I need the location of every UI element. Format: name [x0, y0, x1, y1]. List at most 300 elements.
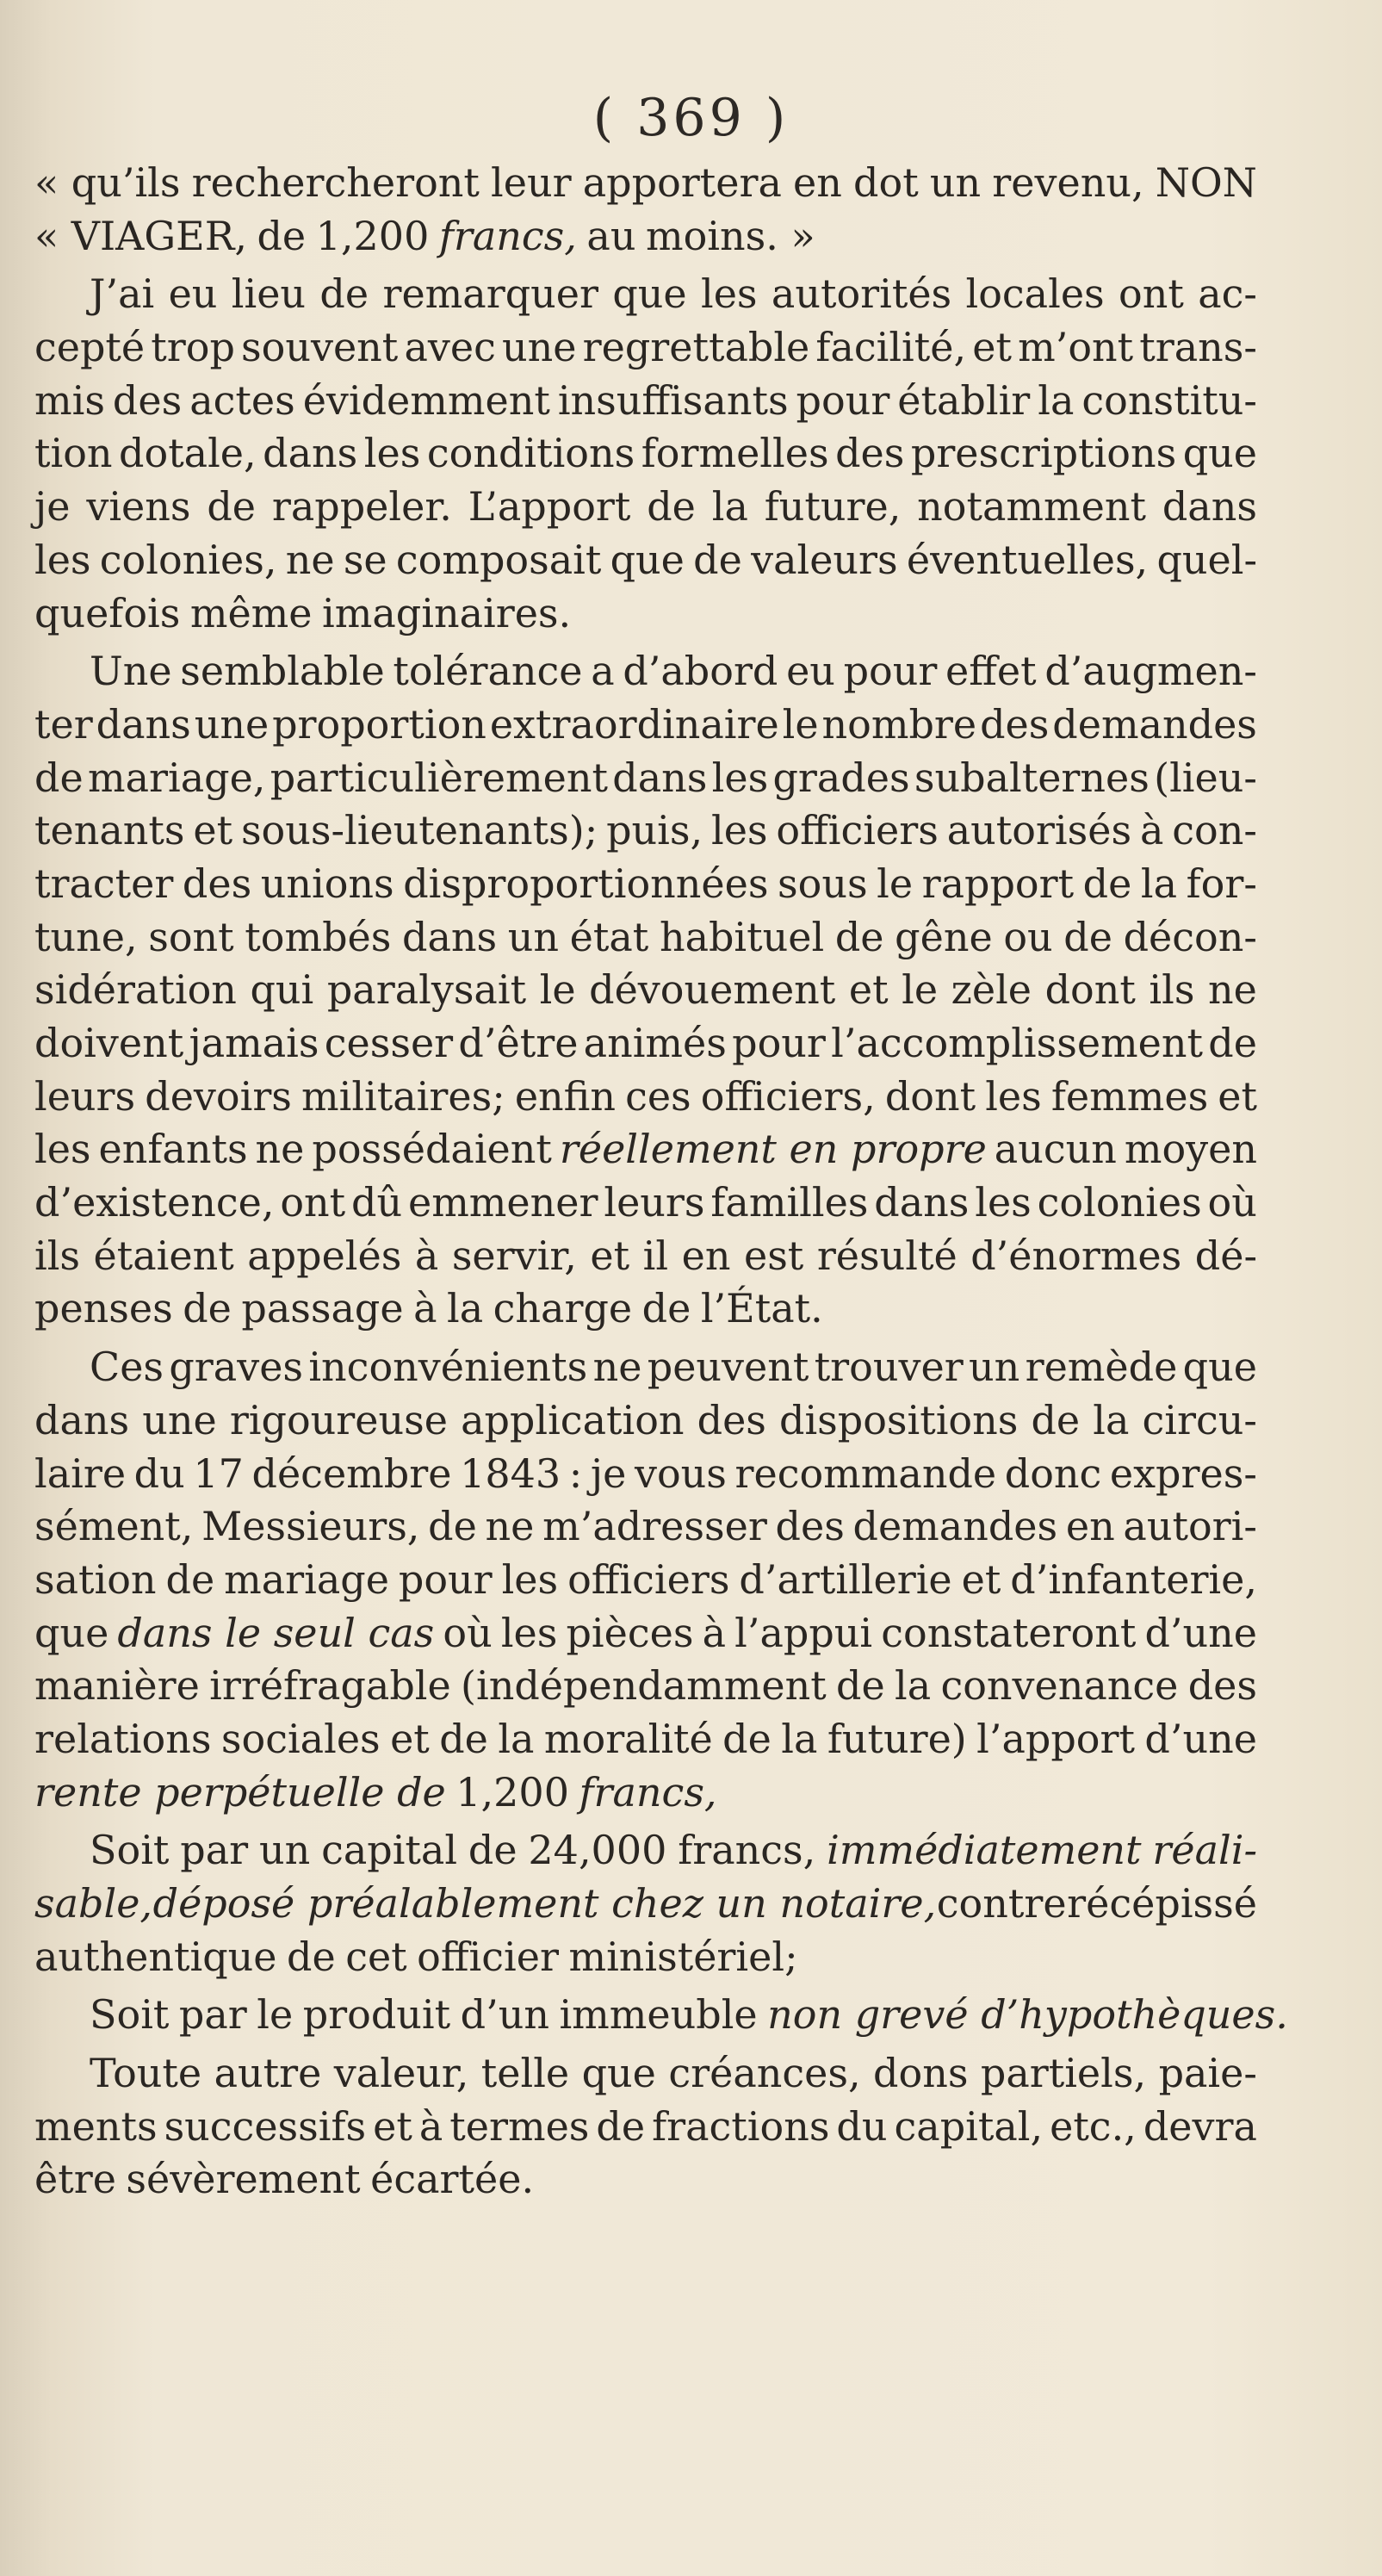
text-line	[34, 1878, 1257, 1931]
text-line	[34, 534, 1257, 587]
text-line	[34, 375, 1257, 428]
word: sément,	[34, 1503, 194, 1550]
text-line	[34, 1230, 1257, 1283]
word: pièces	[566, 1609, 694, 1656]
word: ils	[1149, 966, 1195, 1014]
word: le	[539, 966, 576, 1014]
paragraph	[34, 2047, 1257, 2207]
text-line	[34, 427, 1257, 481]
word: tenants	[34, 807, 185, 854]
word: capital,	[894, 2102, 1044, 2150]
word: demandes	[852, 1503, 1058, 1550]
text-line	[34, 698, 1257, 752]
word: termes	[449, 2102, 590, 2150]
word: que	[610, 536, 685, 583]
word: irréfragable	[209, 1662, 451, 1710]
word: sévèrement	[126, 2156, 361, 2203]
word: doivent	[34, 1020, 184, 1066]
word: des	[182, 860, 252, 907]
word: recommande	[734, 1449, 997, 1497]
word: pour	[398, 1555, 493, 1603]
word: produit	[302, 1991, 451, 2039]
word: dans	[34, 1396, 130, 1443]
word: où	[443, 1609, 493, 1656]
text-line	[34, 1607, 1257, 1660]
word: en	[681, 1232, 731, 1279]
word: habituel	[659, 913, 825, 960]
word: paie-	[1158, 2050, 1257, 2097]
word: aucun	[994, 1126, 1117, 1173]
word: valeur,	[333, 2050, 469, 2097]
word: jamais	[189, 1020, 319, 1066]
word: animés	[583, 1020, 727, 1066]
word: autre	[214, 2050, 322, 2097]
word: récépissé	[1067, 1880, 1257, 1927]
word: locales	[965, 270, 1105, 318]
word: quefois	[34, 589, 181, 636]
word: ne	[285, 536, 335, 583]
word: dans	[96, 700, 191, 748]
word: sociales	[220, 1715, 381, 1762]
word: formelles	[641, 430, 829, 477]
word: notamment	[917, 483, 1146, 531]
word: emmener	[407, 1179, 598, 1226]
word: et	[590, 1232, 630, 1279]
word: partiels,	[980, 2050, 1147, 2097]
word: rigoureuse	[229, 1396, 448, 1443]
word: de	[319, 270, 369, 318]
word: des	[775, 1503, 845, 1550]
word: la	[1093, 1396, 1130, 1443]
word: vous	[634, 1449, 727, 1497]
word: mariage	[224, 1555, 389, 1603]
word: état	[569, 913, 649, 960]
word: trop	[151, 324, 235, 371]
word: immeuble	[559, 1991, 758, 2039]
word: dons	[873, 2050, 969, 2097]
word: rechercheront	[191, 159, 480, 206]
text-line	[34, 1017, 1257, 1071]
word: possédaient	[312, 1126, 552, 1173]
word: actes	[189, 376, 295, 424]
word: autori-	[1123, 1503, 1257, 1550]
word: officier	[417, 1933, 559, 1980]
word: écartée.	[370, 2156, 535, 2203]
word: d’énormes	[970, 1232, 1182, 1279]
word: telle	[480, 2050, 570, 2097]
word: étaient	[93, 1232, 234, 1279]
word: ne	[592, 1344, 642, 1391]
word: les	[363, 430, 421, 477]
word: successifs	[164, 2102, 367, 2150]
word: tracter	[34, 860, 174, 907]
word: fractions	[652, 2102, 830, 2150]
word: réellement en propre	[559, 1126, 987, 1173]
word: est	[743, 1232, 804, 1279]
word: résulté	[816, 1232, 957, 1279]
paragraph	[34, 1989, 1288, 2042]
word: leur	[491, 159, 572, 206]
text-line	[34, 2047, 1257, 2101]
word: rapport	[921, 860, 1075, 907]
word: devoirs	[145, 1072, 292, 1120]
word: dispositions	[779, 1396, 1019, 1443]
word: zèle	[951, 966, 1032, 1014]
text-line	[34, 1282, 1257, 1336]
word: proportion	[272, 700, 486, 748]
text-line	[34, 157, 1257, 210]
text-line	[34, 210, 1257, 264]
word: familles	[710, 1179, 869, 1226]
word: des	[112, 376, 183, 424]
text-line	[34, 268, 1257, 321]
word: dont	[884, 1072, 976, 1120]
text-line	[34, 1713, 1257, 1766]
word: Soit	[90, 1827, 170, 1874]
word: de	[647, 483, 696, 531]
word: de	[468, 1827, 517, 1874]
text-line	[34, 752, 1257, 805]
word: demandes	[1052, 700, 1257, 748]
word: 1,200	[315, 212, 430, 259]
word: 1,200	[456, 1768, 569, 1816]
word: ne	[255, 1126, 305, 1173]
word: cet	[345, 1933, 407, 1980]
word: sont	[148, 913, 234, 960]
text-line	[34, 587, 1257, 641]
word: un	[507, 913, 560, 960]
word: un	[258, 1827, 311, 1874]
paragraph	[34, 1341, 1257, 1819]
text-line	[34, 911, 1257, 965]
word: constateront	[881, 1609, 1137, 1656]
word: à	[418, 2102, 443, 2150]
word: évidemment	[302, 376, 550, 424]
word: tombés	[245, 913, 392, 960]
word: francs,	[579, 1768, 717, 1816]
word: en	[1065, 1503, 1115, 1550]
text-line	[34, 1176, 1257, 1230]
word: remède	[1025, 1344, 1178, 1391]
word: ont	[1119, 270, 1184, 318]
word: trouver	[814, 1344, 964, 1391]
word: la	[1038, 376, 1075, 424]
word: de	[693, 536, 742, 583]
word: remarquer	[382, 270, 598, 318]
word: de	[596, 2102, 646, 2150]
word: militaires;	[301, 1072, 505, 1120]
word: du	[133, 1449, 185, 1497]
word: insuffisants	[557, 376, 789, 424]
word: souvent	[241, 324, 399, 371]
word: dans	[1162, 483, 1257, 531]
word: de	[207, 483, 257, 531]
word: décon-	[1123, 913, 1257, 960]
page-number: ( 369 )	[592, 88, 790, 148]
word: de	[1063, 913, 1112, 960]
word: pour	[796, 376, 890, 424]
word: dotale,	[119, 430, 257, 477]
word: dans	[402, 913, 498, 960]
word: NON	[1155, 159, 1257, 206]
word: enfants	[98, 1126, 248, 1173]
word: une	[501, 324, 577, 371]
word: de	[1208, 1020, 1257, 1066]
text-line	[34, 964, 1257, 1017]
word: par	[178, 1991, 247, 2039]
text-line	[34, 481, 1257, 534]
word: l’État.	[700, 1285, 823, 1332]
word: créances,	[668, 2050, 861, 2097]
word: déposé préalablement chez un notaire,	[152, 1880, 937, 1927]
word: les	[34, 1126, 91, 1173]
word: eu	[786, 648, 835, 695]
word: au	[586, 212, 636, 259]
word: quel-	[1156, 536, 1257, 583]
word: rappeler.	[271, 483, 452, 531]
word: rente perpétuelle de	[34, 1768, 446, 1816]
word: eu	[168, 270, 218, 318]
word: sation	[34, 1555, 157, 1603]
word: penses	[34, 1285, 173, 1332]
word: être	[34, 2156, 116, 2203]
paragraph-gap	[34, 2207, 1257, 2212]
body-text	[34, 157, 1288, 2212]
word: manière	[34, 1662, 200, 1710]
word: disproportionnées	[403, 860, 769, 907]
word: le	[902, 966, 939, 1014]
word: je	[34, 483, 71, 531]
word: le	[877, 860, 914, 907]
word: 1843	[460, 1449, 561, 1497]
word: J’ai	[90, 270, 155, 318]
word: peuvent	[647, 1344, 809, 1391]
word: enfin	[514, 1072, 616, 1120]
word: de	[34, 754, 84, 801]
word: de	[1082, 860, 1132, 907]
word: « VIAGER,	[34, 212, 247, 259]
word: en	[793, 159, 842, 206]
word: dé-	[1194, 1232, 1257, 1279]
paragraph	[34, 268, 1257, 640]
text-line	[34, 1766, 1257, 1820]
word: même	[189, 589, 313, 636]
word: particulièrement	[270, 754, 608, 801]
word: officiers	[776, 807, 939, 854]
word: Soit	[90, 1991, 170, 2039]
word: passage	[241, 1285, 404, 1332]
word: moyen	[1124, 1126, 1257, 1173]
word: à	[413, 1285, 437, 1332]
word: for-	[1186, 860, 1257, 907]
word: les	[501, 1555, 559, 1603]
word: Ces	[90, 1344, 164, 1391]
word: des	[980, 700, 1050, 748]
text-line	[34, 1341, 1257, 1394]
word: officiers	[567, 1555, 730, 1603]
word: de	[165, 1555, 215, 1603]
word: dont	[1044, 966, 1136, 1014]
word: que	[581, 2050, 656, 2097]
word: d’augmen-	[1044, 648, 1257, 695]
word: les	[701, 270, 758, 318]
word: prescriptions	[910, 430, 1177, 477]
word: de	[834, 913, 884, 960]
word: de	[439, 1715, 488, 1762]
text-line	[34, 1448, 1257, 1501]
word: grades	[772, 754, 910, 801]
word: et	[972, 324, 1012, 371]
word: leurs	[34, 1072, 136, 1120]
word: et	[1218, 1072, 1257, 1120]
paragraph	[34, 157, 1257, 263]
word: contre	[936, 1880, 1067, 1927]
word: 17	[193, 1449, 244, 1497]
word: valeurs	[751, 536, 898, 583]
word: à	[1139, 807, 1164, 854]
word: cesser	[324, 1020, 454, 1066]
word: francs,	[438, 212, 577, 259]
word: une	[194, 700, 270, 748]
word: ne	[1208, 966, 1257, 1014]
word: puis,	[606, 807, 703, 854]
text-line	[34, 1660, 1257, 1713]
word: des	[697, 1396, 766, 1443]
word: établir	[897, 376, 1031, 424]
word: future)	[827, 1715, 967, 1762]
word: leurs	[604, 1179, 705, 1226]
word: relations	[34, 1715, 212, 1762]
word: ter	[34, 700, 93, 748]
word: à	[414, 1232, 439, 1279]
word: de	[836, 1662, 885, 1710]
word: où	[1207, 1179, 1257, 1226]
word: ont	[280, 1179, 346, 1226]
word: que	[1182, 1344, 1257, 1391]
word: de	[257, 212, 307, 259]
word: de	[287, 1933, 336, 1980]
text-line	[34, 1824, 1257, 1878]
word: d’une	[1144, 1715, 1257, 1762]
word: que	[34, 1609, 109, 1656]
word: expres-	[1109, 1449, 1257, 1497]
word: cepté	[34, 324, 146, 371]
word: je	[590, 1449, 627, 1497]
word: et	[961, 1555, 1001, 1603]
word: dû	[351, 1179, 403, 1226]
word: m’adresser	[542, 1503, 767, 1550]
word: moralité	[543, 1715, 713, 1762]
word: a	[591, 648, 615, 695]
text-line	[34, 321, 1257, 375]
word: donc	[1004, 1449, 1102, 1497]
word: de	[641, 1285, 691, 1332]
word: etc.,	[1050, 2102, 1137, 2150]
word: dévouement	[589, 966, 836, 1014]
word: tune,	[34, 913, 138, 960]
text-line	[34, 858, 1257, 911]
word: femmes	[1050, 1072, 1209, 1120]
word: moins. »	[645, 212, 815, 259]
word: composait	[395, 536, 602, 583]
word: sable,	[34, 1880, 153, 1927]
word: que	[1182, 430, 1257, 477]
word: d’existence,	[34, 1179, 275, 1226]
word: une	[142, 1396, 217, 1443]
word: imaginaires.	[322, 589, 572, 636]
word: devra	[1143, 2102, 1257, 2150]
word: ac-	[1198, 270, 1257, 318]
word: et	[373, 2102, 412, 2150]
word: mis	[34, 376, 105, 424]
word: les	[975, 1179, 1032, 1226]
word: ministériel;	[568, 1933, 798, 1980]
word: future,	[764, 483, 902, 531]
word: d’une	[1144, 1609, 1257, 1656]
word: de	[722, 1715, 772, 1762]
word: appelés	[247, 1232, 402, 1279]
text-line	[34, 1394, 1257, 1448]
word: tion	[34, 430, 113, 477]
text-line	[34, 2101, 1257, 2154]
word: dans	[612, 754, 708, 801]
text-line	[34, 2153, 1257, 2207]
word: ces	[625, 1072, 691, 1120]
word: 24,000	[528, 1827, 667, 1874]
word: gêne	[895, 913, 993, 960]
word: la	[781, 1715, 818, 1762]
word: dans	[263, 430, 358, 477]
word: m’ont	[1018, 324, 1134, 371]
text-line	[34, 1500, 1257, 1554]
word: il	[642, 1232, 669, 1279]
word: revenu,	[992, 159, 1144, 206]
word: mariage,	[87, 754, 266, 801]
word: officiers,	[700, 1072, 876, 1120]
word: regrettable	[582, 324, 810, 371]
word: :	[568, 1449, 583, 1497]
word: pour	[843, 648, 938, 695]
word: dans	[874, 1179, 970, 1226]
word: extraordinaire	[489, 700, 779, 748]
word: charge	[493, 1285, 633, 1332]
word: le	[257, 1991, 294, 2039]
word: éventuelles,	[906, 536, 1149, 583]
word: authentique	[34, 1933, 277, 1980]
word: servir,	[451, 1232, 577, 1279]
word: les	[711, 807, 768, 854]
word: application	[461, 1396, 685, 1443]
word: nombre	[821, 700, 977, 748]
word: viens	[86, 483, 191, 531]
word: et	[848, 966, 889, 1014]
text-line	[34, 1931, 1257, 1984]
word: et	[390, 1715, 430, 1762]
word: francs,	[678, 1827, 816, 1874]
word: Messieurs,	[201, 1503, 420, 1550]
word: ils	[34, 1232, 81, 1279]
word: se	[343, 536, 387, 583]
word: effet	[945, 648, 1037, 695]
word: les	[500, 1609, 558, 1656]
word: du	[836, 2102, 888, 2150]
word: conditions	[426, 430, 635, 477]
word: facilité,	[815, 324, 967, 371]
word: constitu-	[1081, 376, 1257, 424]
word: décembre	[251, 1449, 452, 1497]
word: L’apport	[468, 483, 631, 531]
word: inconvénients	[308, 1344, 588, 1391]
